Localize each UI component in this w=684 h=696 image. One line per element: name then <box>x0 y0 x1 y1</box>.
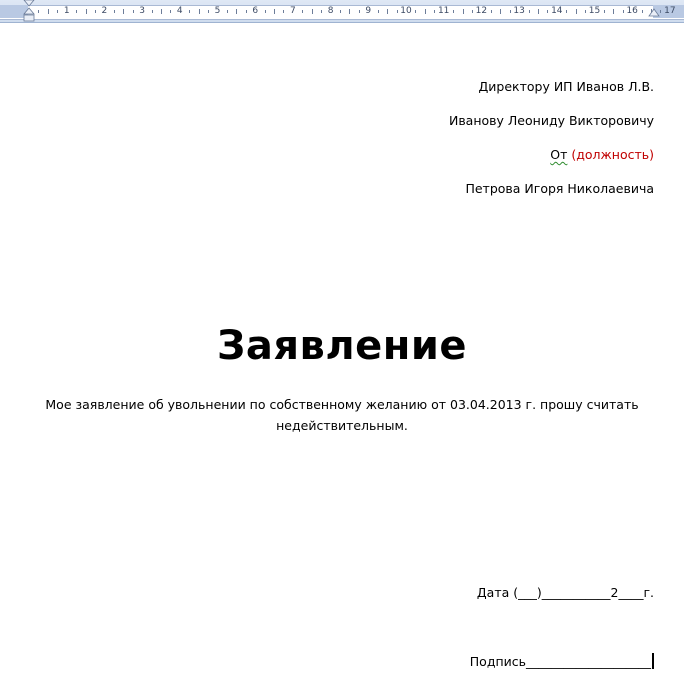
ruler-tick <box>538 9 539 14</box>
indent-marker-icon[interactable] <box>23 0 35 22</box>
ruler-tick <box>208 10 209 13</box>
ruler-number: 9 <box>365 6 372 16</box>
ruler-tick <box>415 10 416 13</box>
ruler-number: 13 <box>513 6 525 16</box>
ruler-number: 11 <box>437 6 450 16</box>
ruler-tick <box>397 10 398 13</box>
recipient-line-2: Иванову Леониду Викторовичу <box>448 113 654 128</box>
ruler-tick <box>86 9 87 14</box>
ruler-tick <box>434 10 435 13</box>
ruler-tick <box>57 10 58 13</box>
recipient-line-1: Директору ИП Иванов Л.В. <box>478 79 654 94</box>
ruler-tick <box>265 10 266 13</box>
ruler-tick <box>95 10 96 13</box>
date-line: Дата (___)___________2____г. <box>476 585 654 600</box>
ruler-tick <box>199 9 200 14</box>
ruler-number: 3 <box>139 6 145 16</box>
right-indent-marker-icon[interactable] <box>648 8 660 20</box>
ruler-tick <box>312 9 313 14</box>
ruler-tick <box>500 9 501 14</box>
ruler-tick <box>133 10 134 13</box>
ruler-tick <box>359 10 360 13</box>
ruler-tick <box>576 9 577 14</box>
ruler-tick <box>48 9 49 14</box>
ruler-number: 7 <box>290 6 296 16</box>
ruler-number: 10 <box>400 6 412 16</box>
ruler-number: 14 <box>551 6 563 16</box>
ruler-tick <box>463 9 464 14</box>
ruler-number: 12 <box>475 6 488 16</box>
ruler-tick <box>566 10 567 13</box>
document-page[interactable] <box>0 23 684 696</box>
ruler-tick <box>453 10 454 13</box>
ruler-number: 5 <box>214 6 221 16</box>
ruler-tick <box>76 10 77 13</box>
ruler-tick <box>321 10 322 13</box>
ruler-tick <box>491 10 492 13</box>
ruler-number: 15 <box>588 6 601 16</box>
ruler-tick <box>613 9 614 14</box>
ruler-number: 16 <box>626 6 638 16</box>
ruler-tick <box>274 9 275 14</box>
signature-line <box>470 653 654 669</box>
ruler-tick <box>340 10 341 13</box>
ruler-number: 6 <box>252 6 259 16</box>
sender-name-line: Петрова Игоря Николаевича <box>465 181 654 196</box>
ruler-number: 1 <box>63 6 70 16</box>
ruler-tick <box>425 9 426 14</box>
document-title: Заявление <box>216 323 468 369</box>
ruler-tick <box>623 10 624 13</box>
ruler-number: 8 <box>327 6 334 16</box>
ruler-tick <box>349 9 350 14</box>
ruler-tick <box>547 10 548 13</box>
horizontal-ruler[interactable] <box>0 0 684 23</box>
ruler-number: 2 <box>101 6 108 16</box>
ruler-tick <box>604 10 605 13</box>
ruler-tick <box>642 10 643 13</box>
ruler-tick <box>283 10 284 13</box>
ruler-tick <box>378 10 379 13</box>
ruler-tick <box>510 10 511 13</box>
ruler-tick <box>236 9 237 14</box>
document-body: Мое заявление об увольнении по собственному желанию от 03.04.2013 г. прошу считать недействительным. <box>45 397 639 433</box>
ruler-tick <box>585 10 586 13</box>
from-word: От <box>550 147 568 162</box>
ruler-tick <box>472 10 473 13</box>
ruler-tick <box>152 10 153 13</box>
ruler-tick <box>38 10 39 13</box>
ruler-tick <box>161 9 162 14</box>
ruler-number: 4 <box>176 6 183 16</box>
ruler-tick <box>189 10 190 13</box>
text-cursor <box>652 653 654 669</box>
ruler-tick <box>660 10 661 13</box>
signature-text: Подпись____________________ <box>469 654 651 669</box>
ruler-tick <box>123 9 124 14</box>
ruler-tick <box>302 10 303 13</box>
ruler-tick <box>170 10 171 13</box>
ruler-number: 17 <box>664 6 676 16</box>
ruler-tick <box>387 9 388 14</box>
sender-line <box>550 147 654 162</box>
ruler-tick <box>227 10 228 13</box>
ruler-tick <box>529 10 530 13</box>
position-placeholder: (должность) <box>567 147 654 162</box>
ruler-tick <box>114 10 115 13</box>
ruler-tick <box>246 10 247 13</box>
